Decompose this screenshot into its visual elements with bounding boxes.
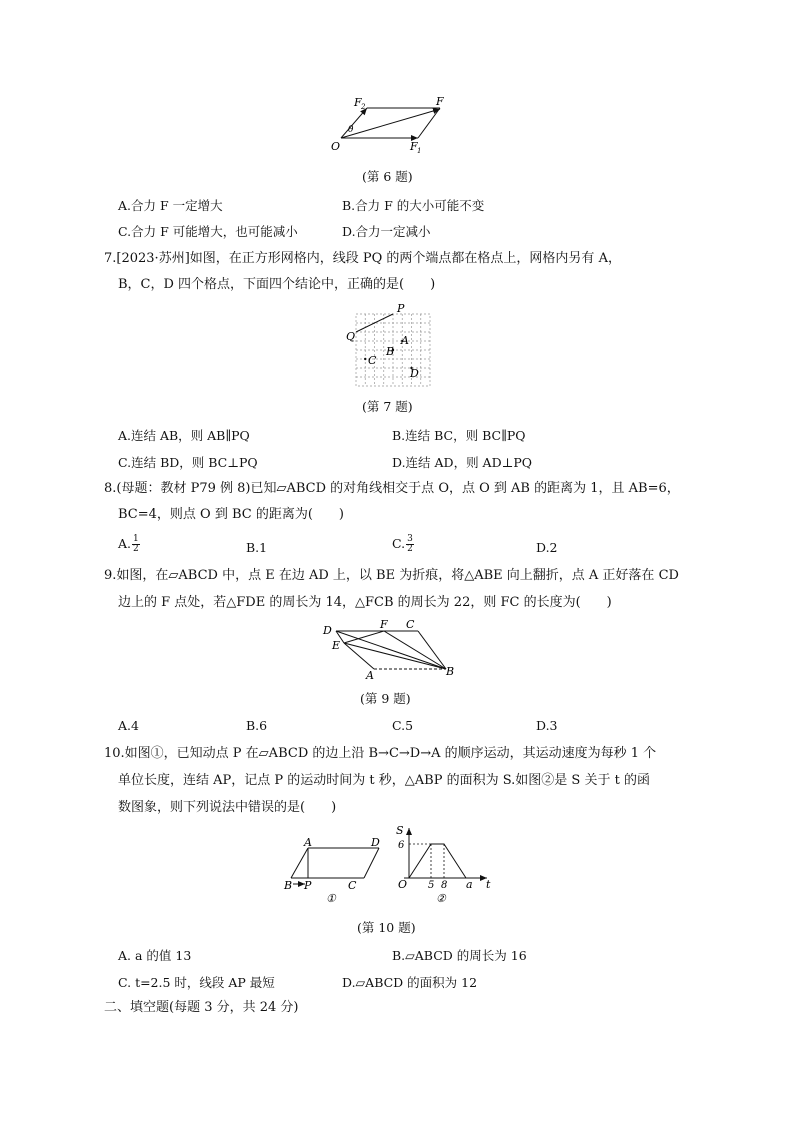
fig9-label-f: F [380,618,388,631]
q7-option-b[interactable]: B.连结 BC，则 BC∥PQ [392,428,526,443]
fig7-label-d: D [410,367,419,380]
fig10-2-label-s: S [396,824,404,837]
fig10-1-number: ① [326,892,336,905]
q6-option-a[interactable]: A.合力 F 一定增大 [118,198,223,213]
q9-text-line2: 边上的 F 点处，若△FDE 的周长为 14，△FCB 的周长为 22，则 FC 的长度为( ) [118,595,612,610]
q9-option-a[interactable]: A.4 [118,718,139,733]
q9-option-c[interactable]: C.5 [392,718,414,733]
fig6-label-F2-sub: 2 [361,103,366,111]
q8-text-line1: 8.(母题：教材 P79 例 8)已知▱ABCD 的对角线相交于点 O，点 O 到 AB 的距离为 1，且 AB=6， [104,481,680,496]
q8-text-line2: BC=4，则点 O 到 BC 的距离为( ) [118,507,344,522]
q6-option-c[interactable]: C.合力 F 可能增大，也可能减小 [118,224,298,239]
fig10-2-label-a: a [466,878,473,891]
fig7-label-p: P [397,302,405,315]
fig10-2-label-six: 6 [398,840,405,851]
fig7-label-b: B [386,345,395,358]
fig9-label-e: E [332,639,341,652]
fig10-2-label-t: t [486,878,491,891]
q7-option-c[interactable]: C.连结 BD，则 BC⊥PQ [118,455,258,470]
q9-option-d[interactable]: D.3 [536,718,558,733]
q10-option-b[interactable]: B.▱ABCD 的周长为 16 [392,948,527,963]
fig10-1-label-a: A [304,836,312,849]
section-2-heading: 二、填空题(每题 3 分，共 24 分) [104,1000,299,1015]
fig6-label-theta: θ [348,125,354,135]
fig9-label-d: D [323,624,332,637]
fig6-label-F: F [436,95,444,108]
q10-option-c[interactable]: C. t=2.5 时，线段 AP 最短 [118,975,275,990]
q10-text-line3: 数图象，则下列说法中错误的是( ) [118,800,337,815]
q7-text-line1: 7.[2023·苏州]如图，在正方形网格内，线段 PQ 的两个端点都在格点上，网格内另有 A， [104,251,621,266]
fig10-2-label-eight: 8 [441,880,448,891]
q8-option-b[interactable]: B.1 [246,540,268,555]
q8-option-a-prefix: A. [118,536,132,551]
fig10-caption: (第 10 题) [357,920,416,935]
q10-text-line2: 单位长度，连结 AP，记点 P 的运动时间为 t 秒，△ABP 的面积为 S.如图②是 S 关于 t 的函 [118,773,650,788]
fig9-label-a: A [366,669,374,682]
fig6-label-F1: F [410,140,418,153]
fig7-label-a: A [401,334,409,347]
fig10-2-number: ② [436,892,446,905]
fig10-1-label-p: P [304,879,312,892]
fig10-1-label-d: D [371,836,380,849]
q10-option-d[interactable]: D.▱ABCD 的面积为 12 [342,975,478,990]
q9-text-line1: 9.如图，在▱ABCD 中，点 E 在边 AD 上，以 BE 为折痕，将△ABE 向上翻折，点 A 正好落在 CD [104,568,679,583]
fig7-label-c: C [368,354,377,367]
q6-option-d[interactable]: D.合力一定减小 [342,224,431,239]
fig6-label-O: O [331,140,341,153]
q8-option-c-numerator: 3 [407,534,413,544]
q7-text-line2: B，C，D 四个格点，下面四个结论中，正确的是( ) [118,277,436,292]
q10-option-a[interactable]: A. a 的值 13 [118,948,192,963]
fig10-2-graph [409,844,466,878]
q7-option-d[interactable]: D.连结 AD，则 AD⊥PQ [392,455,533,470]
q10-text-line1: 10.如图①，已知动点 P 在▱ABCD 的边上沿 B→C→D→A 的顺序运动，其运动速度为每秒 1 个 [104,746,657,761]
fig10-2-label-five: 5 [428,880,435,891]
q8-option-c-prefix: C. [392,536,406,551]
fig7-caption: (第 7 题) [362,399,413,414]
fig6-caption: (第 6 题) [362,169,413,184]
q8-option-c-denominator: 2 [407,544,413,554]
q7-option-a[interactable]: A.连结 AB，则 AB∥PQ [118,428,250,443]
q8-option-a-numerator: 1 [133,534,139,544]
q8-option-a-denominator: 2 [133,544,139,554]
q8-option-d[interactable]: D.2 [536,540,558,555]
fig10-1-label-c: C [348,879,357,892]
fig7-label-q: Q [346,330,356,343]
q9-option-b[interactable]: B.6 [246,718,268,733]
fig6-label-F2: F [354,96,362,109]
fig9-label-b: B [446,665,455,678]
fig10-2-label-o: O [398,878,408,891]
fig6-label-F1-sub: 1 [417,147,422,155]
fig10-1-label-b: B [284,879,293,892]
fig9-caption: (第 9 题) [360,691,411,706]
q6-option-b[interactable]: B.合力 F 的大小可能不变 [342,198,485,213]
fig9-label-c: C [406,618,415,631]
